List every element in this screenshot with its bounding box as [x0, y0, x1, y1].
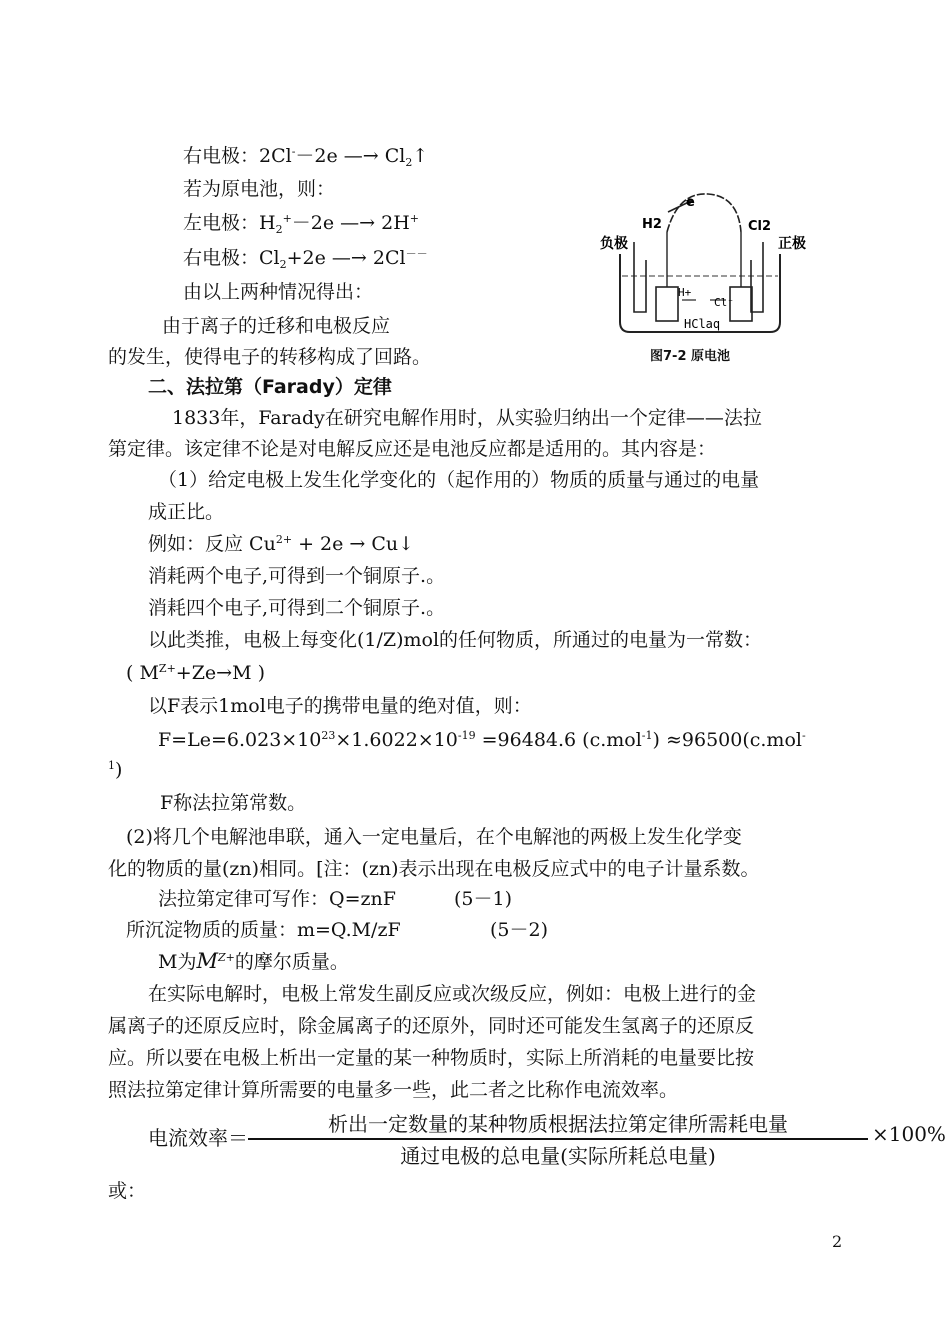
- para-3-line-4: 照法拉第定律计算所需要的电量多一些，此二者之比称作电流效率。: [108, 1079, 679, 1101]
- line-mz-reaction: [126, 660, 265, 689]
- superscript: 23: [321, 729, 336, 742]
- equation-5-1-number: (5－1): [454, 888, 513, 910]
- line-molar-mass: [158, 948, 349, 978]
- line-right-electrode-1: [183, 143, 428, 172]
- h2-label: H2: [642, 217, 662, 232]
- line-conclusion-intro: 由以上两种情况得出：: [183, 281, 374, 303]
- formula-numerator: 析出一定数量的某种物质根据法拉第定律所需耗电量: [328, 1112, 788, 1136]
- equation-5-2: 所沉淀物质的质量：m=Q.M/zF: [126, 919, 401, 941]
- text: －2e —→ Cl: [295, 145, 406, 167]
- equation-5-2-number: (5－2): [490, 919, 549, 941]
- line-right-electrode-2: [183, 245, 428, 274]
- item-1-line-2: 成正比。: [148, 501, 225, 523]
- e-label: e: [686, 195, 695, 210]
- page-number: 2: [832, 1232, 843, 1251]
- line-f-definition: 以F表示1mol电子的携带电量的绝对值，则：: [148, 695, 532, 717]
- superscript: Z+: [158, 662, 176, 675]
- text: 右电极：Cl: [183, 247, 280, 269]
- superscript: -1: [641, 729, 653, 742]
- sup-minus: -: [291, 145, 296, 158]
- superscript: +: [409, 212, 420, 225]
- text: +2e —→ 2Cl: [286, 247, 406, 269]
- current-efficiency-formula: [148, 1108, 946, 1168]
- italic-m: M: [196, 949, 218, 973]
- subscript: 2: [405, 156, 413, 169]
- para-3-line-3: 应。所以要在电极上析出一定量的某一种物质时，实际上所消耗的电量要比按: [108, 1047, 755, 1069]
- text: 右电极：2Cl: [183, 145, 292, 167]
- para-1-line-2: 第定律。该定律不论是对电解反应还是电池反应都是适用的。其内容是：: [108, 438, 717, 460]
- external-circuit: [667, 194, 741, 232]
- para-3-line-2: 属离子的还原反应时，除金属离子的还原外，同时还可能发生氢离子的还原反: [108, 1015, 755, 1037]
- line-left-electrode: [183, 210, 419, 239]
- text: +Ze→M ): [175, 662, 265, 684]
- line-f-value-wrap: [108, 757, 122, 786]
- line-f-value: [158, 727, 806, 756]
- formula-label: 电流效率＝: [148, 1126, 248, 1150]
- text: 法拉第定律可写作：Q=znF: [158, 888, 396, 910]
- section-heading: 二、法拉第（Farady）定律: [148, 376, 392, 398]
- formula-denominator: 通过电极的总电量(实际所耗总电量): [400, 1144, 716, 1168]
- line-faraday-constant: F称法拉第常数。: [160, 792, 307, 814]
- superscript: +: [282, 212, 292, 225]
- item-2-line-1: (2)将几个电解池串联，通入一定电量后，在个电解池的两极上发生化学变: [126, 826, 742, 848]
- superscript: -19: [457, 729, 476, 742]
- line-four-electrons: 消耗四个电子,可得到二个铜原子.。: [148, 597, 446, 619]
- left-electrode: [656, 287, 678, 321]
- item-2-line-2: 化的物质的量(zn)相同。[注：(zn)表示出现在电极反应式中的电子计量系数。: [108, 858, 760, 880]
- left-tube: [634, 242, 646, 312]
- para-3-line-1: 在实际电解时，电极上常发生副反应或次级反应，例如：电极上进行的金: [148, 983, 757, 1005]
- line-if-galvanic: 若为原电池，则：: [183, 178, 336, 200]
- line-two-electrons: 消耗两个电子,可得到一个铜原子.。: [148, 565, 446, 587]
- text: ( M: [126, 662, 159, 684]
- superscript: 1: [108, 759, 115, 772]
- line-analogy: 以此类推，电极上每变化(1/Z)mol的任何物质，所通过的电量为一常数：: [148, 629, 763, 651]
- negative-pole-label: 负极: [600, 236, 628, 252]
- text: =96484.6 (c.mol: [475, 729, 642, 751]
- text: F=Le=6.023×10: [158, 729, 322, 751]
- equation-5-1: [158, 886, 396, 912]
- line-ion-migration: 由于离子的迁移和电极反应: [162, 315, 391, 337]
- text: M为: [158, 951, 197, 973]
- text: －2e —→ 2H: [291, 212, 410, 234]
- hcl-label: HClaq: [684, 317, 721, 331]
- example-reaction: [148, 531, 414, 560]
- positive-pole-label: 正极: [778, 236, 806, 252]
- superscript: 2+: [275, 533, 293, 546]
- h-plus-label: H+: [678, 286, 692, 299]
- superscript: Z+: [217, 951, 235, 964]
- text: 例如：反应 Cu: [148, 533, 276, 555]
- subscript: 2: [279, 258, 287, 271]
- para-1-line-1: 1833年，Farady在研究电解作用时，从实验归纳出一个定律——法拉: [172, 407, 762, 429]
- text: ) ≈96500(c.mol: [652, 729, 802, 751]
- cl2-label: Cl2: [748, 219, 772, 234]
- formula-multiplier: ×100%: [872, 1122, 946, 1146]
- arrow-up: ↑: [412, 145, 429, 167]
- text: 的摩尔质量。: [234, 951, 349, 973]
- figure-caption: 图7-2 原电池: [650, 349, 731, 364]
- text: 左电极：H: [183, 212, 276, 234]
- superscript: -: [801, 729, 806, 742]
- item-1-line-1: （1）给定电极上发生化学变化的（起作用的）物质的质量与通过的电量: [158, 469, 760, 491]
- superscript: －－: [405, 247, 428, 260]
- text: ×1.6022×10: [335, 729, 458, 751]
- subscript: 2: [275, 223, 283, 236]
- galvanic-cell-figure: [598, 182, 818, 372]
- line-or: 或：: [108, 1180, 147, 1202]
- line-circuit: 的发生，使得电子的转移构成了回路。: [108, 346, 432, 368]
- cl-minus-label: Cl⁻: [714, 296, 734, 309]
- text: + 2e → Cu↓: [292, 533, 415, 555]
- text: ): [115, 759, 123, 781]
